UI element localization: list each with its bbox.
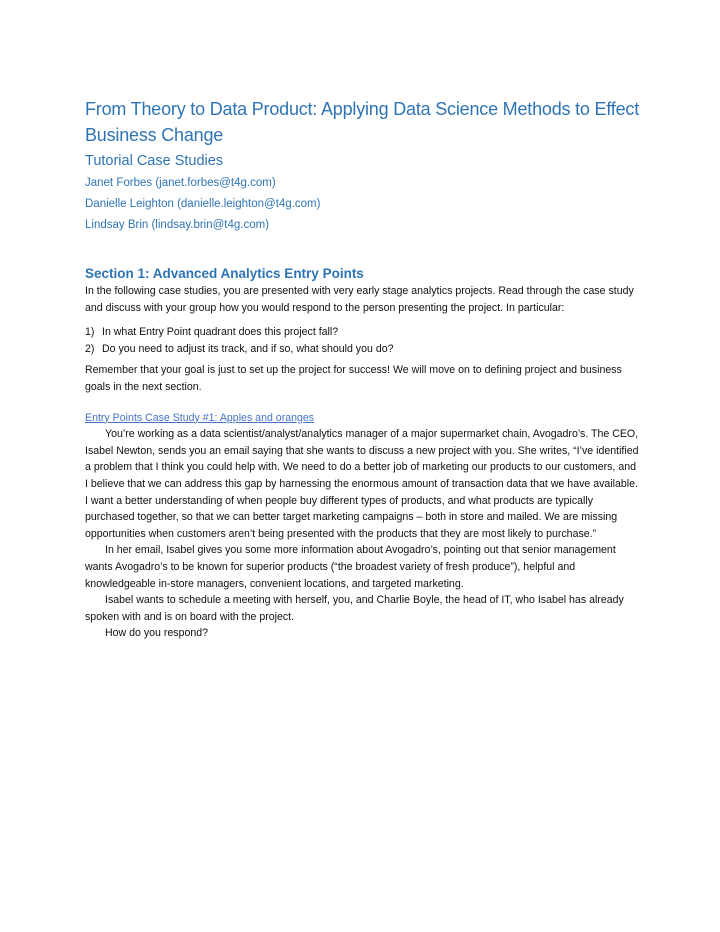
author-line: Lindsay Brin (lindsay.brin@t4g.com) [85,219,270,231]
section-1-intro: In the following case studies, you are presented with very early stage analytics projects. Read through the case study and discuss with your group how you would respond to the person presenting the project. In particular: [85,285,634,314]
section-1-heading: Section 1: Advanced Analytics Entry Points [85,266,364,281]
author-list [85,173,641,236]
case-study-question: How do you respond? [105,627,209,640]
case-study-paragraph: You’re working as a data scientist/analyst/analytics manager of a major supermarket chain, Avogadro’s. The CEO, Isabel Newton, sends you an email saying that she wants to discuss a new project with you. She writes, “I’ve identified a problem that I think you could help with. We need to do a better job of marketing our products to our customers, and I believe that we can address this gap by harnessing the enormous amount of transaction data that we have available. I want a better understanding of when people buy different types of products, and what products are typically purchased together, so that we can better target marketing campaigns – both in store and mailed. We are missing opportunities when customers aren’t being presented with the products that they are most likely to purchase.” [85,428,639,540]
case-study-paragraph: In her email, Isabel gives you some more information about Avogadro’s, pointing out that senior management wants Avogadro’s to be known for superior products (“the broadest variety of fresh produce”), helpful and knowledgeable in-store managers, convenient locations, and targeted marketing. [85,544,616,590]
author-line: Janet Forbes (janet.forbes@t4g.com) [85,177,276,189]
section-1-reminder: Remember that your goal is just to set up the project for success! We will move on to defining project and business goals in the next section. [85,364,622,393]
list-item-text: Do you need to adjust its track, and if so, what should you do? [102,342,394,355]
question-list [85,324,641,357]
list-number: 1) [85,326,95,339]
document-title: From Theory to Data Product: Applying Data Science Methods to Effect Business Change [85,99,640,145]
author-line: Danielle Leighton (danielle.leighton@t4g.com) [85,198,321,210]
list-item [85,341,641,358]
list-item-text: In what Entry Point quadrant does this project fall? [102,326,339,339]
case-study-1-heading[interactable]: Entry Points Case Study #1: Apples and oranges [85,411,315,424]
document-page [85,96,641,642]
list-item [85,324,641,341]
document-subtitle: Tutorial Case Studies [85,153,224,169]
list-number: 2) [85,342,95,355]
case-study-paragraph: Isabel wants to schedule a meeting with herself, you, and Charlie Boyle, the head of IT, who Isabel has already spoken with and is on board with the project. [85,594,624,623]
